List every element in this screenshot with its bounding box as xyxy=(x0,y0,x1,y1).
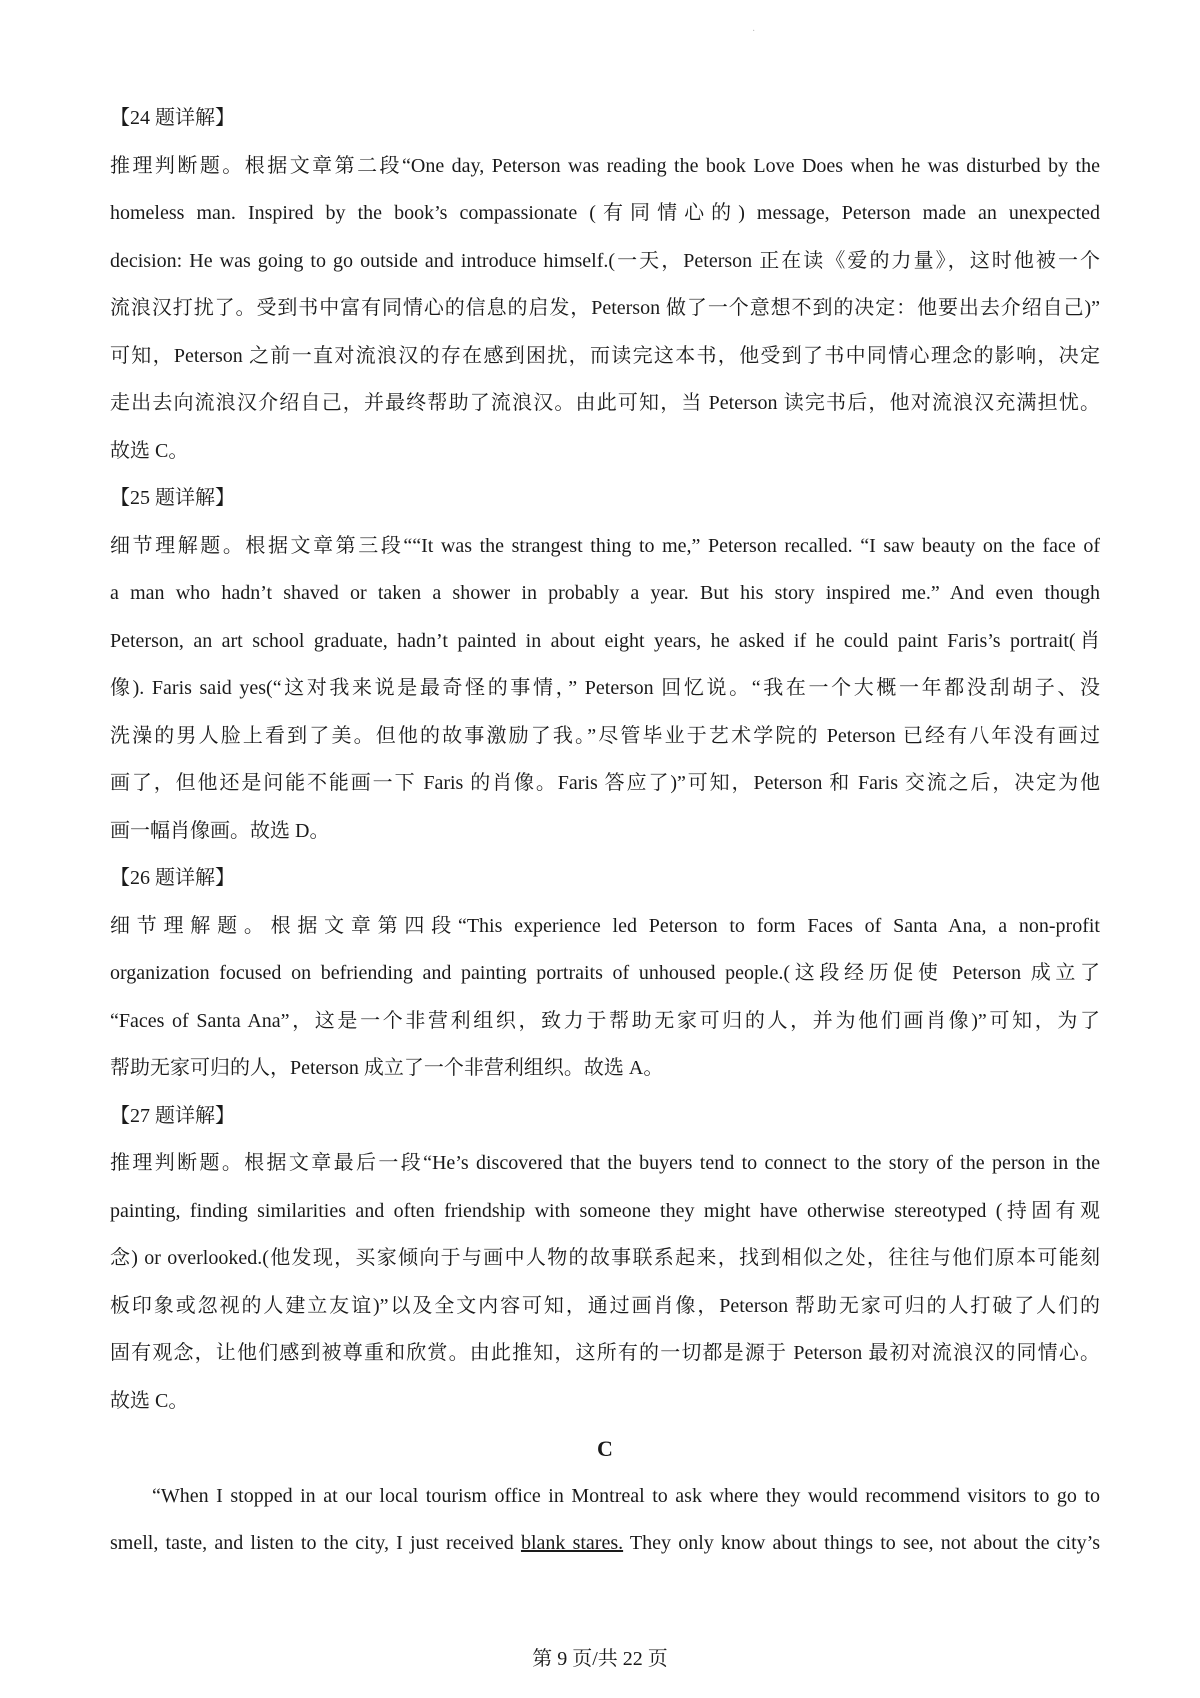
answer-line: 故选 C。 xyxy=(110,439,189,462)
explanation-section-24 xyxy=(110,95,1100,475)
text-line: 板印象或忽视的人建立友谊)”以及全文内容可知，通过画肖像，Peterson 帮助无家可归的人打破了人们的 xyxy=(110,1294,1100,1317)
answer-line: 故选 C。 xyxy=(110,1389,189,1412)
page-number: 第 9 页/共 22 页 xyxy=(532,1648,668,1670)
text-line: 流浪汉打扰了。受到书中富有同情心的信息的启发，Peterson 做了一个意想不到的决定：他要出去介绍自己)” xyxy=(110,297,1100,319)
underlined-phrase: blank stares. xyxy=(520,1532,624,1554)
text-line: 可知，Peterson 之前一直对流浪汉的存在感到困扰，而读完这本书，他受到了书中同情心理念的影响，决定 xyxy=(110,344,1100,367)
text-line: decision: He was going to go outside and introduce himself.(一天，Peterson 正在读《爱的力量》，这时他被一个 xyxy=(110,249,1100,272)
text-line: 画了，但他还是问能不能画一下 Faris 的肖像。Faris 答应了)”可知，Peterson 和 Faris 交流之后，决定为他 xyxy=(110,772,1100,794)
passage-text: smell, taste, and listen to the city, I just received xyxy=(110,1532,521,1554)
section-heading: 【24 题详解】 xyxy=(110,107,235,129)
text-line: 细节理解题。根据文章第三段““It was the strangest thing to me,” Peterson recalled. “I saw beauty on the face of xyxy=(110,534,1100,557)
text-line: homeless man. Inspired by the book’s compassionate (有同情心的) message, Peterson made an unexpected xyxy=(110,202,1100,224)
text-line: 推理判断题。根据文章最后一段“He’s discovered that the buyers tend to connect to the story of the person in the xyxy=(110,1152,1100,1174)
text-line: 推理判断题。根据文章第二段“One day, Peterson was reading the book Love Does when he was disturbed by the xyxy=(110,154,1100,177)
section-heading: 【27 题详解】 xyxy=(110,1104,235,1127)
passage-title: C xyxy=(597,1436,613,1461)
document-body xyxy=(110,95,1100,1568)
section-heading: 【26 题详解】 xyxy=(110,867,235,889)
text-line: 走出去向流浪汉介绍自己，并最终帮助了流浪汉。由此可知，当 Peterson 读完书后，他对流浪汉充满担忧。 xyxy=(110,392,1100,414)
explanation-section-27 xyxy=(110,1093,1100,1426)
text-line: organization focused on befriending and painting portraits of unhoused people.(这段经历促使 Peterson 成立了 xyxy=(110,962,1100,984)
scan-speck: · xyxy=(752,26,756,37)
explanation-section-25 xyxy=(110,475,1100,855)
text-line: 固有观念，让他们感到被尊重和欣赏。由此推知，这所有的一切都是源于 Peterson 最初对流浪汉的同情心。 xyxy=(110,1342,1100,1364)
text-line: 念) or overlooked.(他发现，买家倾向于与画中人物的故事联系起来，找到相似之处，往往与他们原本可能刻 xyxy=(110,1247,1100,1269)
explanation-section-26 xyxy=(110,855,1100,1093)
passage-line: “When I stopped in at our local tourism office in Montreal to ask where they would recommend visitors to go to xyxy=(152,1484,1100,1507)
text-line: 像). Faris said yes(“这对我来说是最奇怪的事情，” Peterson 回忆说。“我在一个大概一年都没刮胡子、没 xyxy=(110,677,1100,699)
passage-line xyxy=(110,1520,1100,1568)
text-line: 细节理解题。根据文章第四段“This experience led Peterson to form Faces of Santa Ana, a non-profit xyxy=(110,914,1100,937)
answer-line: 画一幅肖像画。故选 D。 xyxy=(110,819,330,842)
section-heading: 【25 题详解】 xyxy=(110,487,235,509)
text-line: 洗澡的男人脸上看到了美。但他的故事激励了我。”尽管毕业于艺术学院的 Peterson 已经有八年没有画过 xyxy=(110,724,1100,747)
text-line: Peterson, an art school graduate, hadn’t painted in about eight years, he asked if he could paint Faris’s portrait(肖 xyxy=(110,629,1100,652)
passage-text: They only know about things to see, not about the city’s xyxy=(623,1532,1100,1554)
text-line: painting, finding similarities and often friendship with someone they might have otherwise stereotyped (持固有观 xyxy=(110,1199,1100,1222)
answer-line: 帮助无家可归的人，Peterson 成立了一个非营利组织。故选 A。 xyxy=(110,1057,664,1079)
text-line: a man who hadn’t shaved or taken a shower in probably a year. But his story inspired me.” And even though xyxy=(110,582,1100,604)
passage-c xyxy=(110,1425,1100,1568)
text-line: “Faces of Santa Ana”，这是一个非营利组织，致力于帮助无家可归的人，并为他们画肖像)”可知，为了 xyxy=(110,1009,1100,1032)
